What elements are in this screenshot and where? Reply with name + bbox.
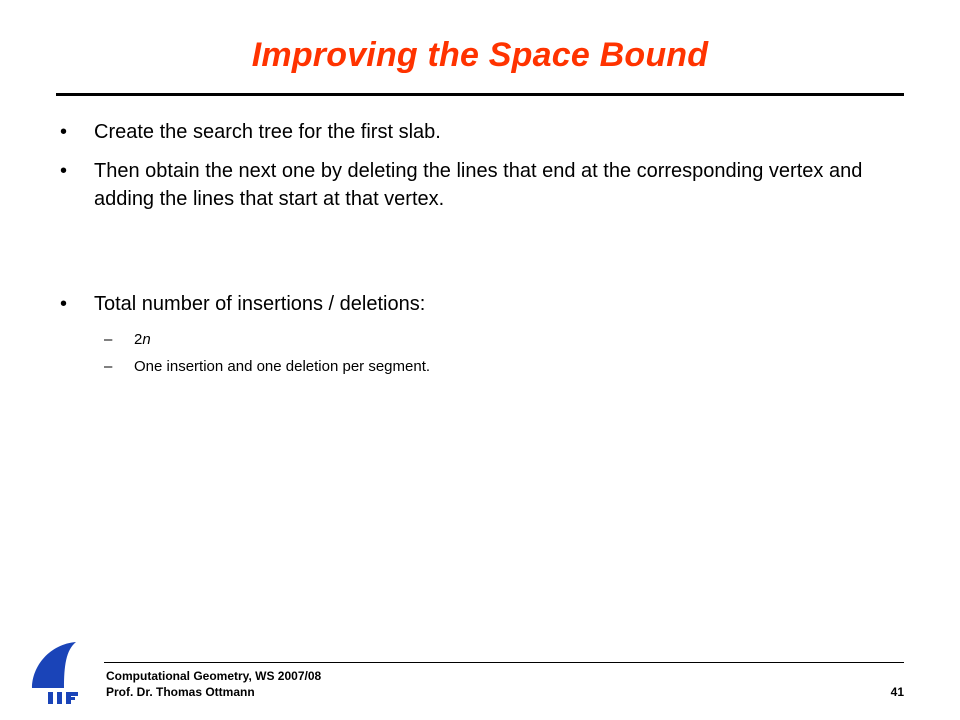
slide-title: Improving the Space Bound [251,36,709,74]
logo-swoosh [32,642,76,688]
dash-symbol: – [104,331,113,348]
bullet-item [56,290,906,318]
bullet-list [56,118,906,383]
bullet-symbol: • [60,121,68,143]
sub-bullet-text: One insertion and one deletion per segment. [134,358,431,375]
bullet-text: Then obtain the next one by deleting the lines that end at the corresponding vertex and adding the lines that start at that vertex. [94,160,863,210]
bullet-symbol: • [60,160,68,182]
logo-letter-f-top [66,692,78,696]
page-number: 41 [890,685,904,699]
bullet-item [56,118,906,146]
bullet-symbol: • [60,293,68,315]
sub-bullet-item [56,356,906,378]
bullet-item [56,157,906,213]
sub-bullet-variable: n [142,331,151,348]
sub-bullet-item [56,329,906,351]
footer-author: Prof. Dr. Thomas Ottmann [106,685,255,699]
iif-logo [24,636,94,706]
bullet-text: Create the search tree for the first slab. [94,121,441,143]
title-divider [56,93,904,96]
dash-symbol: – [104,358,113,375]
footer-info [106,668,321,700]
footer-divider [104,662,904,663]
logo-letter-f-mid [66,697,75,700]
bullet-text: Total number of insertions / deletions: [94,293,426,315]
footer-course: Computational Geometry, WS 2007/08 [106,669,322,683]
logo-letter-i [57,692,62,704]
spacer [56,224,906,290]
logo-letter-i [48,692,53,704]
sub-bullet-number: 2 [134,331,143,348]
